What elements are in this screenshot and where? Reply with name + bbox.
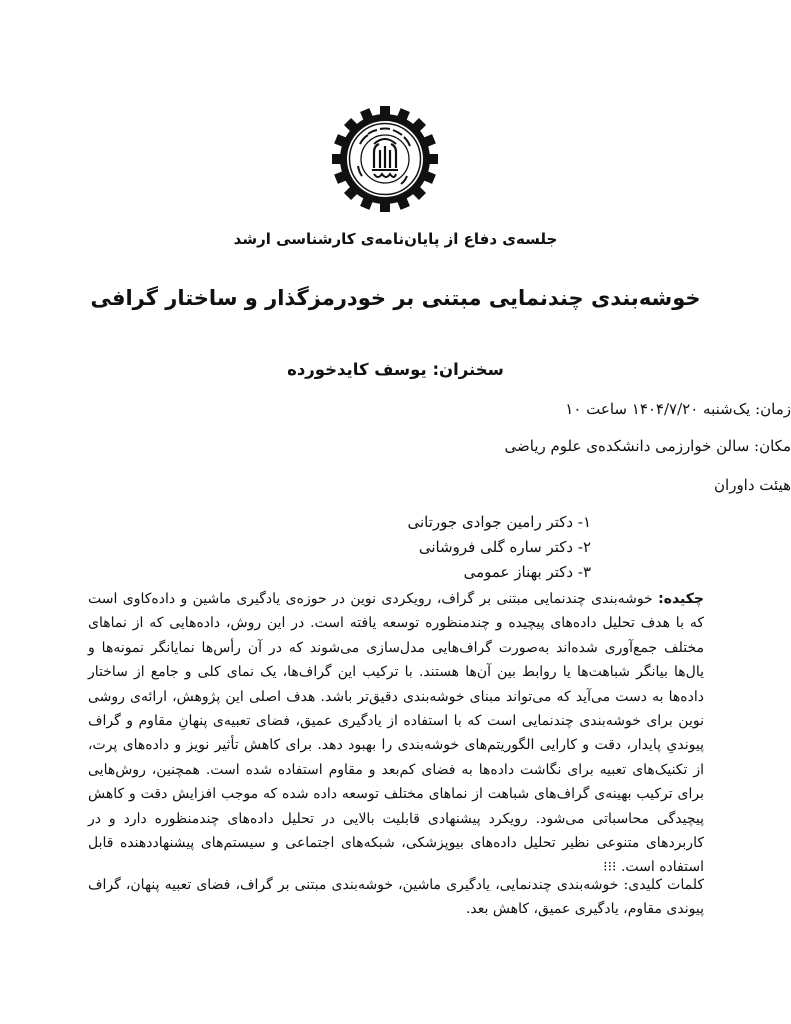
university-seal-icon	[330, 104, 440, 214]
committee-member: ۳- دکتر بهناز عمومی	[463, 563, 591, 581]
keywords-paragraph: کلمات کلیدی: خوشه‌بندی چندنمایی، یادگیری ماشین، خوشه‌بندی مبتنی بر گراف، فضای تعبیه پنهان، گراف پیوندی مقاوم، یادگیری عمیق، کاهش بعد.	[88, 877, 704, 918]
abstract-paragraph	[88, 587, 704, 880]
abstract-label: چکیده:	[658, 591, 704, 607]
committee-member: ۱- دکتر رامین جوادی جورتانی	[407, 513, 591, 531]
event-time: زمان: یک‌شنبه ۱۴۰۴/۷/۲۰ ساعت ۱۰	[565, 400, 791, 418]
committee-member: ۲- دکتر ساره گلی فروشانی	[418, 538, 591, 556]
thesis-title: خوشه‌بندی چندنمایی مبتنی بر خودرمزگذار و ساختار گرافی	[90, 286, 701, 310]
committee-heading: هیئت داوران	[714, 476, 791, 494]
abstract-text: خوشه‌بندی چندنمایی مبتنی بر گراف، رویکردی نوین در حوزه‌ی یادگیری ماشین و داده‌کاوی است که با هدف تحلیل داده‌های پیچیده و چندمنظوره توسعه یافته است. در این روش، داده‌هایی که از نماهای مختلف جمع‌آوری شده‌اند به‌صورت گراف‌هایی مدل‌سازی می‌شوند که در آن رأس‌ها نمایانگر نمونه‌ها و یال‌ها بیانگر شباهت‌ها یا روابط بین آن‌ها هستند. با ترکیب این گراف‌ها، یک نمای کلی و جامع از ساختار داده‌ها به دست می‌آید که می‌تواند مبنای خوشه‌بندی دقیق‌تر باشد. هدف اصلی این پژوهش، ارائه‌ی روشی نوین برای خوشه‌بندی چندنمایی است که با استفاده از یادگیری عمیق، فضای تعبیه‌ی پنهانِ مقاوم و گراف پیوندیِ پایدار، دقت و کارایی الگوریتم‌های خوشه‌بندی را بهبود دهد. برای کاهش تأثیر نویز و داده‌های پرت، از تکنیک‌های تعبیه برای نگاشت داده‌ها به فضای کم‌بعد و مقاوم استفاده شده است. همچنین، روش‌هایی برای ترکیب بهینه‌ی گراف‌های شباهت از نماهای مختلف توسعه داده شده که موجب افزایش دقت و کاهش پیچیدگی محاسباتی می‌شود. رویکرد پیشنهادی قابلیت بالایی در تحلیل داده‌های چندمنظوره دارد و در کاربردهای متنوعی نظیر تحلیل داده‌های بیوپزشکی، شبکه‌های اجتماعی و سیستم‌های پیشنهاددهنده قابل استفاده است. ⁝⁝⁝	[88, 591, 705, 876]
event-place: مکان: سالن خوارزمی دانشکده‌ی علوم ریاضی	[504, 437, 791, 455]
committee-list	[407, 510, 591, 585]
speaker-name: سخنران: یوسف کایدخورده	[287, 360, 504, 379]
thesis-defense-subtitle: جلسه‌ی دفاع از پایان‌نامه‌ی کارشناسی ارشد	[233, 230, 558, 248]
